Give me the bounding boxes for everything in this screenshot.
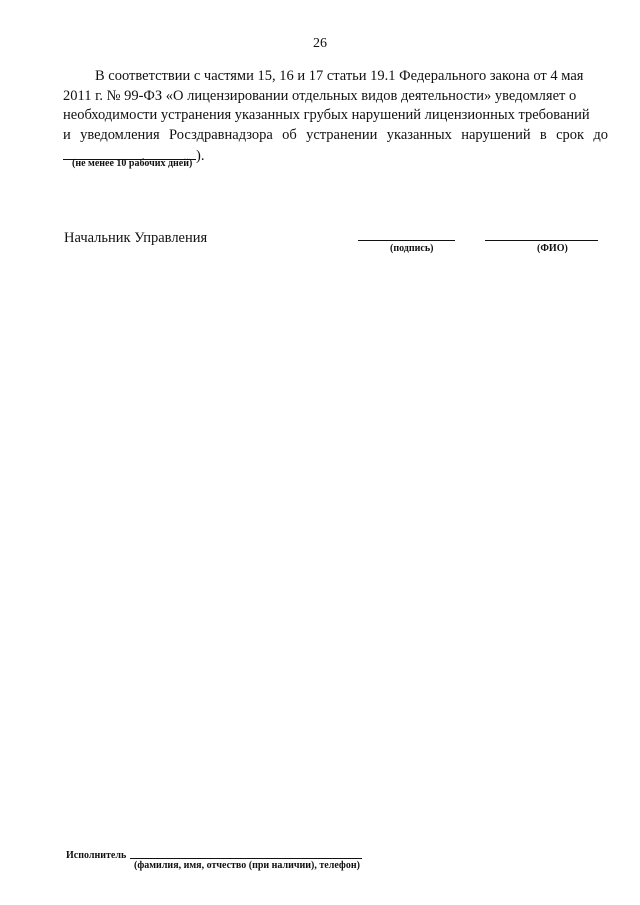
signature-line[interactable]: [358, 240, 455, 241]
notice-paragraph: [63, 67, 608, 167]
name-line[interactable]: [485, 240, 598, 241]
name-hint: (ФИО): [537, 243, 568, 254]
executor-hint: (фамилия, имя, отчество (при наличии), телефон): [134, 860, 360, 871]
executor-line[interactable]: [130, 858, 362, 859]
paragraph-line: В соответствии с частями 15, 16 и 17 статьи 19.1 Федерального закона от 4 мая: [95, 68, 584, 84]
deadline-hint: (не менее 10 рабочих дней): [72, 158, 193, 169]
paragraph-closing: ).: [196, 148, 205, 164]
page-number: 26: [313, 36, 327, 51]
paragraph-line: необходимости устранения указанных грубых нарушений лицензионных требований: [63, 107, 590, 123]
paragraph-line: и уведомления Росздравнадзора об устранении указанных нарушений в срок до: [63, 126, 608, 143]
position-title: Начальник Управления: [64, 230, 208, 246]
signature-hint: (подпись): [390, 243, 434, 254]
executor-label: Исполнитель: [66, 850, 127, 861]
paragraph-line: 2011 г. № 99-ФЗ «О лицензировании отдельных видов деятельности» уведомляет о: [63, 87, 577, 104]
